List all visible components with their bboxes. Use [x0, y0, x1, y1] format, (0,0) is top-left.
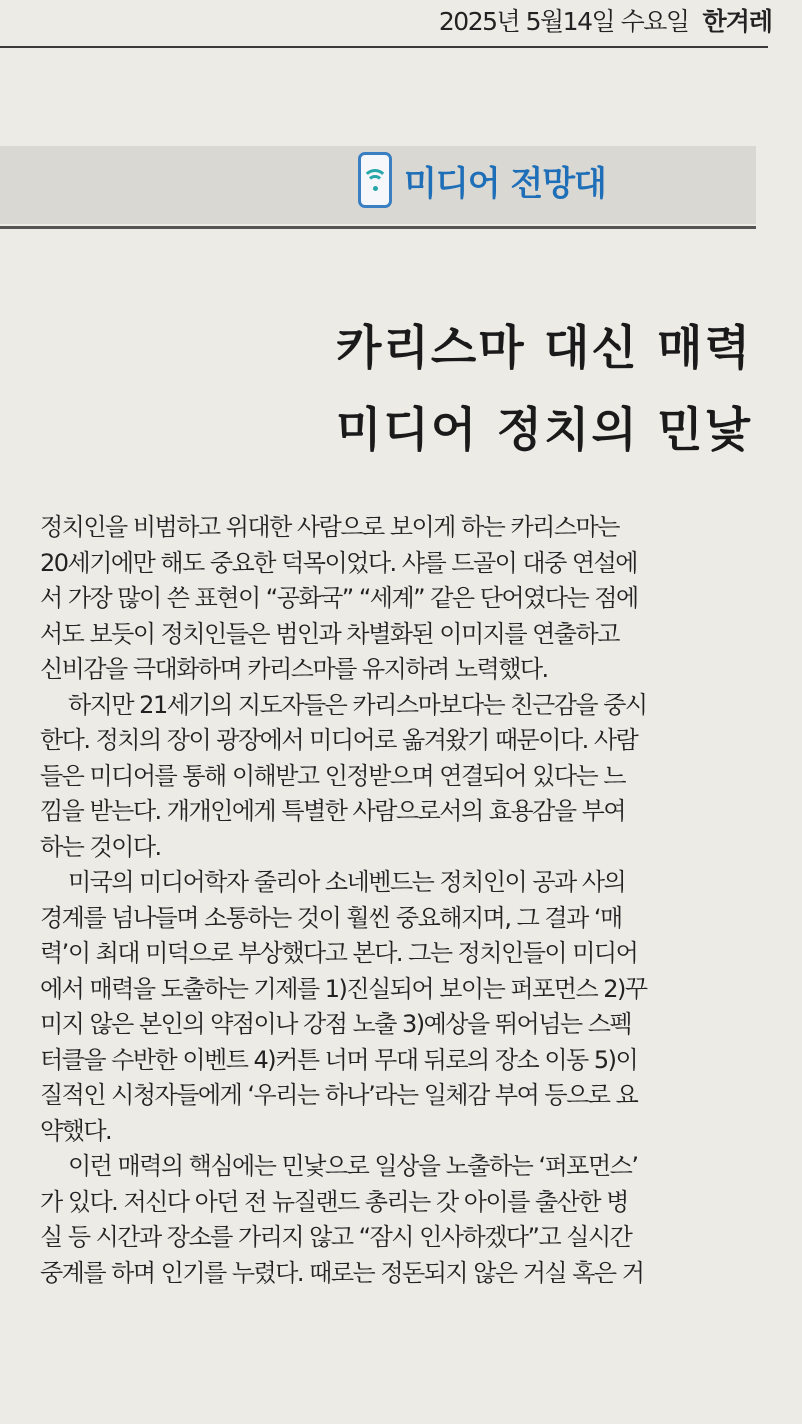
- body-line: 에서 매력을 도출하는 기제를 1)진실되어 보이는 퍼포먼스 2)꾸: [40, 974, 647, 1003]
- body-line: 터클을 수반한 이벤트 4)커튼 너머 무대 뒤로의 장소 이동 5)이: [40, 1045, 638, 1074]
- newspaper-name: 한겨레: [702, 7, 772, 36]
- article-paragraph: [40, 510, 756, 688]
- section-header: [358, 152, 606, 208]
- article-paragraph: [40, 688, 756, 866]
- body-line: 실 등 시간과 장소를 가리지 않고 “잠시 인사하겠다”고 실시간: [40, 1223, 632, 1251]
- body-line: 하는 것이다.: [40, 832, 161, 861]
- headline-line-1: 카리스마 대신 매력: [336, 321, 752, 376]
- dateline: [439, 2, 772, 38]
- body-line: 이런 매력의 핵심에는 민낯으로 일상을 노출하는 ‘퍼포먼스’: [68, 1152, 638, 1180]
- article-paragraph: [40, 1149, 756, 1291]
- section-rule: [0, 226, 756, 229]
- body-line: 들은 미디어를 통해 이해받고 인정받으며 연결되어 있다는 느: [40, 761, 626, 790]
- body-line: 력’이 최대 미덕으로 부상했다고 본다. 그는 정치인들이 미디어: [40, 939, 638, 967]
- body-line: 질적인 시청자들에게 ‘우리는 하나’라는 일체감 부여 등으로 요: [40, 1081, 638, 1109]
- body-line: 정치인을 비범하고 위대한 사람으로 보이게 하는 카리스마는: [40, 513, 619, 541]
- body-line: 가 있다. 저신다 아던 전 뉴질랜드 총리는 갓 아이를 출산한 병: [40, 1187, 628, 1216]
- section-title: 미디어 전망대: [404, 163, 606, 204]
- body-line: 경계를 넘나들며 소통하는 것이 훨씬 중요해지며, 그 결과 ‘매: [40, 903, 622, 932]
- body-line: 한다. 정치의 장이 광장에서 미디어로 옮겨왔기 때문이다. 사람: [40, 726, 638, 754]
- phone-wifi-icon: [358, 152, 392, 208]
- top-rule: [0, 46, 768, 48]
- body-line: 20세기에만 해도 중요한 덕목이었다. 샤를 드골이 대중 연설에: [40, 548, 637, 577]
- publication-date: 2025년 5월14일 수요일: [438, 7, 689, 36]
- article-headline: [336, 308, 752, 472]
- article-paragraph: [40, 865, 756, 1149]
- body-line: 낌을 받는다. 개개인에게 특별한 사람으로서의 효용감을 부여: [40, 797, 626, 825]
- headline-line-2: 미디어 정치의 민낯: [336, 403, 752, 458]
- body-line: 약했다.: [40, 1116, 112, 1145]
- body-line: 신비감을 극대화하며 카리스마를 유지하려 노력했다.: [40, 655, 548, 683]
- body-line: 미지 않은 본인의 약점이나 강점 노출 3)예상을 뛰어넘는 스펙: [40, 1010, 632, 1038]
- body-line: 하지만 21세기의 지도자들은 카리스마보다는 친근감을 중시: [68, 690, 647, 719]
- body-line: 서 가장 많이 쓴 표현이 “공화국” “세계” 같은 단어였다는 점에: [40, 584, 638, 612]
- body-line: 중계를 하며 인기를 누렸다. 때로는 정돈되지 않은 거실 혹은 거: [40, 1258, 644, 1287]
- body-line: 미국의 미디어학자 줄리아 소네벤드는 정치인이 공과 사의: [68, 868, 626, 896]
- article-body: [40, 510, 756, 1291]
- body-line: 서도 보듯이 정치인들은 범인과 차별화된 이미지를 연출하고: [40, 619, 619, 648]
